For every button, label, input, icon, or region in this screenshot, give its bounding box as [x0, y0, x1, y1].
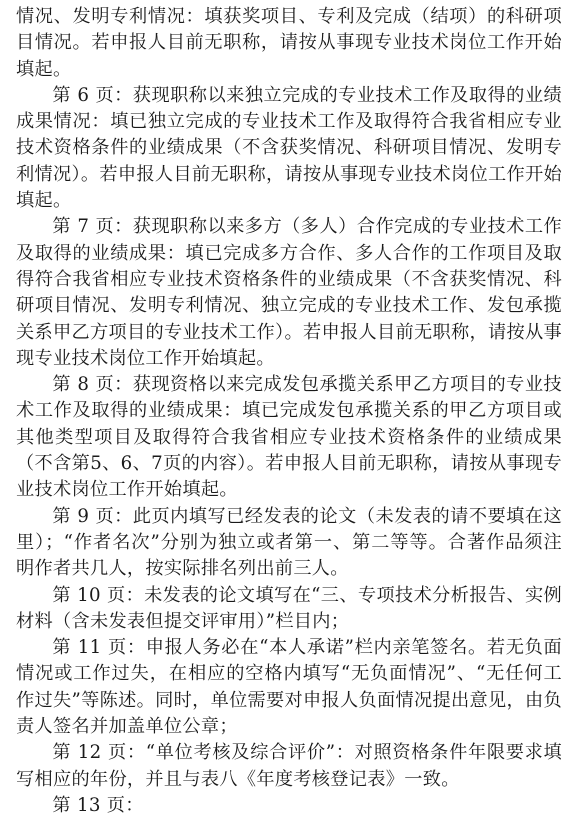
paragraph-page13: 第 13 页：: [52, 794, 144, 816]
paragraph-page6: 第 6 页：获现职称以来独立完成的专业技术工作及取得的业绩成果情况：填已独立完成的专业技术工作及取得符合我省相应专业技术资格条件的业绩成果（不含获奖情况、科研项目情况、发明专利情况）。若申报人目前无职称，请按从事现专业技术岗位工作开始填起。: [16, 84, 562, 212]
paragraph-page10: 第 10 页：未发表的论文填写在“三、专项技术分析报告、实例材料（含未发表但提交评审用）”栏目内；: [16, 584, 562, 632]
paragraph-page9: 第 9 页：此页内填写已经发表的论文（未发表的请不要填在这里）；“作者名次”分别为独立或者第一、第二等等。合著作品须注明作者共几人，按实际排名列出前三人。: [16, 505, 562, 580]
paragraph-page7: 第 7 页：获现职称以来多方（多人）合作完成的专业技术工作及取得的业绩成果：填已完成多方合作、多人合作的工作项目及取得符合我省相应专业技术资格条件的业绩成果（不含获奖情况、科研项目情况、发明专利情况、独立完成的专业技术工作、发包承揽关系甲乙方项目的专业技术工作）。若申报人目前无职称，请按从事现专业技术岗位工作开始填起。: [16, 216, 562, 369]
paragraph-page8: 第 8 页：获现资格以来完成发包承揽关系甲乙方项目的专业技术工作及取得的业绩成果：填已完成发包承揽关系的甲乙方项目或其他类型项目及取得符合我省相应专业技术资格条件的业绩成果（不含第5、6、7页的内容）。若申报人目前无职称，请按从事现专业技术岗位工作开始填起。: [16, 374, 562, 501]
paragraph-page11: 第 11 页：申报人务必在“本人承诺”栏内亲笔签名。若无负面情况或工作过失，在相应的空格内填写“无负面情况”、“无任何工作过失”等陈述。同时，单位需要对申报人负面情况提出意见，由负责人签名并加盖单位公章；: [16, 637, 562, 738]
paragraph-page5-continuation: 情况、发明专利情况：填获奖项目、专利及完成（结项）的科研项目情况。若申报人目前无职称，请按从事现专业技术岗位工作开始填起。: [16, 6, 562, 80]
paragraph-page12: 第 12 页：“单位考核及综合评价”：对照资格条件年限要求填写相应的年份，并且与表八《年度考核登记表》一致。: [16, 742, 562, 790]
